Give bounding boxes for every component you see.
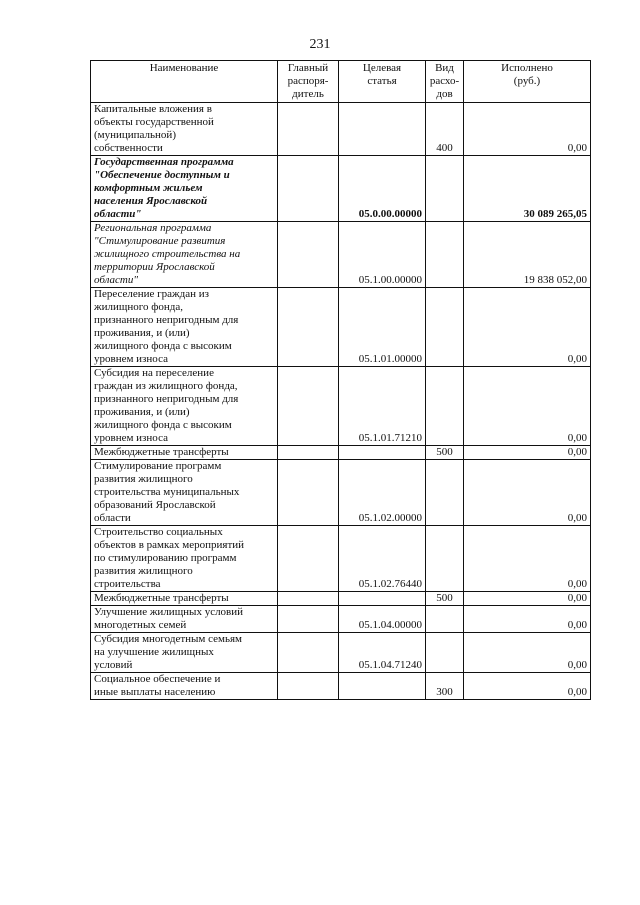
- cell-target-item: [339, 673, 426, 700]
- cell-chief-admin: [278, 633, 339, 673]
- table-row: [91, 633, 591, 673]
- table-row: [91, 460, 591, 526]
- cell-name: [91, 460, 278, 526]
- cell-target-item: 05.1.02.00000: [339, 460, 426, 526]
- cell-name-line: жилищного фонда с высоким: [94, 419, 232, 431]
- cell-name-line: территории Ярославской: [94, 261, 215, 273]
- cell-name-line: развития жилищного: [94, 565, 193, 577]
- cell-name-line: уровнем износа: [94, 353, 168, 365]
- cell-executed: 0,00: [464, 367, 591, 446]
- cell-name-line: Строительство социальных: [94, 526, 223, 538]
- cell-name-line: области": [94, 274, 138, 286]
- table-row: [91, 103, 591, 156]
- cell-name-line: признанного непригодным для: [94, 314, 239, 326]
- cell-name-line: признанного непригодным для: [94, 393, 239, 405]
- cell-expense-type: [426, 156, 464, 222]
- cell-executed: 30 089 265,05: [464, 156, 591, 222]
- cell-target-item: 05.1.04.00000: [339, 606, 426, 633]
- cell-executed: 0,00: [464, 633, 591, 673]
- table-row: [91, 222, 591, 288]
- table-header-row: [91, 61, 591, 103]
- cell-expense-type: [426, 526, 464, 592]
- cell-name-line: граждан из жилищного фонда,: [94, 380, 238, 392]
- cell-executed: 0,00: [464, 606, 591, 633]
- cell-chief-admin: [278, 592, 339, 606]
- cell-name-line: области: [94, 512, 131, 524]
- cell-name-line: Государственная программа: [94, 156, 234, 168]
- cell-chief-admin: [278, 446, 339, 460]
- cell-name-line: объекты государственной: [94, 116, 214, 128]
- header-expense-type: Вид расхо- дов: [426, 61, 464, 103]
- cell-expense-type: 400: [426, 103, 464, 156]
- cell-expense-type: [426, 460, 464, 526]
- cell-name-line: области": [94, 208, 142, 220]
- cell-chief-admin: [278, 367, 339, 446]
- cell-name: [91, 673, 278, 700]
- cell-name-line: жилищного строительства на: [94, 248, 241, 260]
- header-executed: Исполнено (руб.): [464, 61, 591, 103]
- cell-expense-type: 300: [426, 673, 464, 700]
- table-body: [91, 103, 591, 700]
- cell-name: [91, 446, 278, 460]
- cell-name: [91, 222, 278, 288]
- cell-name-line: Межбюджетные трансферты: [94, 592, 229, 604]
- cell-name: [91, 288, 278, 367]
- header-target-item: Целевая статья: [339, 61, 426, 103]
- cell-chief-admin: [278, 606, 339, 633]
- cell-name-line: многодетных семей: [94, 619, 187, 631]
- cell-target-item: [339, 103, 426, 156]
- cell-name-line: Переселение граждан из: [94, 288, 210, 300]
- table-row: [91, 288, 591, 367]
- cell-target-item: 05.1.04.71240: [339, 633, 426, 673]
- cell-executed: 0,00: [464, 592, 591, 606]
- cell-expense-type: [426, 633, 464, 673]
- cell-name-line: "Стимулирование развития: [94, 235, 226, 247]
- cell-name-line: Капитальные вложения в: [94, 103, 212, 115]
- cell-target-item: 05.1.00.00000: [339, 222, 426, 288]
- budget-table: [90, 60, 591, 700]
- cell-chief-admin: [278, 673, 339, 700]
- cell-chief-admin: [278, 460, 339, 526]
- cell-name-line: уровнем износа: [94, 432, 168, 444]
- cell-expense-type: 500: [426, 592, 464, 606]
- cell-chief-admin: [278, 526, 339, 592]
- cell-name-line: Социальное обеспечение и: [94, 673, 221, 685]
- cell-executed: 0,00: [464, 446, 591, 460]
- table-row: [91, 156, 591, 222]
- cell-name-line: Региональная программа: [94, 222, 212, 234]
- cell-chief-admin: [278, 222, 339, 288]
- cell-name: [91, 103, 278, 156]
- cell-name: [91, 606, 278, 633]
- cell-name-line: собственности: [94, 142, 163, 154]
- table-row: [91, 673, 591, 700]
- table-row: [91, 446, 591, 460]
- cell-name: [91, 526, 278, 592]
- cell-name-line: Субсидия на переселение: [94, 367, 214, 379]
- cell-name: [91, 633, 278, 673]
- cell-name-line: (муниципальной): [94, 129, 176, 141]
- cell-executed: 0,00: [464, 526, 591, 592]
- cell-name-line: объектов в рамках мероприятий: [94, 539, 245, 551]
- cell-target-item: 05.1.02.76440: [339, 526, 426, 592]
- cell-name-line: Стимулирование программ: [94, 460, 222, 472]
- cell-name-line: Улучшение жилищных условий: [94, 606, 244, 618]
- cell-executed: 0,00: [464, 673, 591, 700]
- cell-target-item: [339, 592, 426, 606]
- cell-name-line: проживания, и (или): [94, 327, 190, 339]
- cell-executed: 0,00: [464, 288, 591, 367]
- cell-name-line: на улучшение жилищных: [94, 646, 214, 658]
- cell-expense-type: [426, 222, 464, 288]
- cell-name-line: образований Ярославской: [94, 499, 216, 511]
- cell-name-line: Субсидия многодетным семьям: [94, 633, 243, 645]
- table-row: [91, 606, 591, 633]
- cell-chief-admin: [278, 156, 339, 222]
- table-row: [91, 526, 591, 592]
- header-chief-admin: Главный распоря- дитель: [278, 61, 339, 103]
- cell-name-line: условий: [94, 659, 133, 671]
- cell-chief-admin: [278, 288, 339, 367]
- cell-expense-type: [426, 606, 464, 633]
- cell-name-line: жилищного фонда с высоким: [94, 340, 232, 352]
- cell-executed: 0,00: [464, 460, 591, 526]
- cell-target-item: 05.1.01.71210: [339, 367, 426, 446]
- cell-name: [91, 367, 278, 446]
- cell-expense-type: [426, 288, 464, 367]
- table-row: [91, 592, 591, 606]
- cell-name-line: по стимулированию программ: [94, 552, 237, 564]
- cell-name-line: строительства: [94, 578, 161, 590]
- cell-expense-type: 500: [426, 446, 464, 460]
- cell-expense-type: [426, 367, 464, 446]
- cell-name: [91, 592, 278, 606]
- cell-name-line: развития жилищного: [94, 473, 193, 485]
- cell-name-line: строительства муниципальных: [94, 486, 240, 498]
- cell-name-line: "Обеспечение доступным и: [94, 169, 230, 181]
- cell-executed: 19 838 052,00: [464, 222, 591, 288]
- cell-name-line: населения Ярославской: [94, 195, 208, 207]
- cell-target-item: 05.0.00.00000: [339, 156, 426, 222]
- cell-name-line: иные выплаты населению: [94, 686, 216, 698]
- cell-executed: 0,00: [464, 103, 591, 156]
- header-name: Наименование: [91, 61, 278, 103]
- table-row: [91, 367, 591, 446]
- cell-target-item: [339, 446, 426, 460]
- page-number: 231: [309, 37, 331, 52]
- cell-name-line: Межбюджетные трансферты: [94, 446, 229, 458]
- cell-target-item: 05.1.01.00000: [339, 288, 426, 367]
- cell-name: [91, 156, 278, 222]
- cell-name-line: проживания, и (или): [94, 406, 190, 418]
- cell-name-line: комфортным жильем: [94, 182, 203, 194]
- cell-name-line: жилищного фонда,: [94, 301, 183, 313]
- cell-chief-admin: [278, 103, 339, 156]
